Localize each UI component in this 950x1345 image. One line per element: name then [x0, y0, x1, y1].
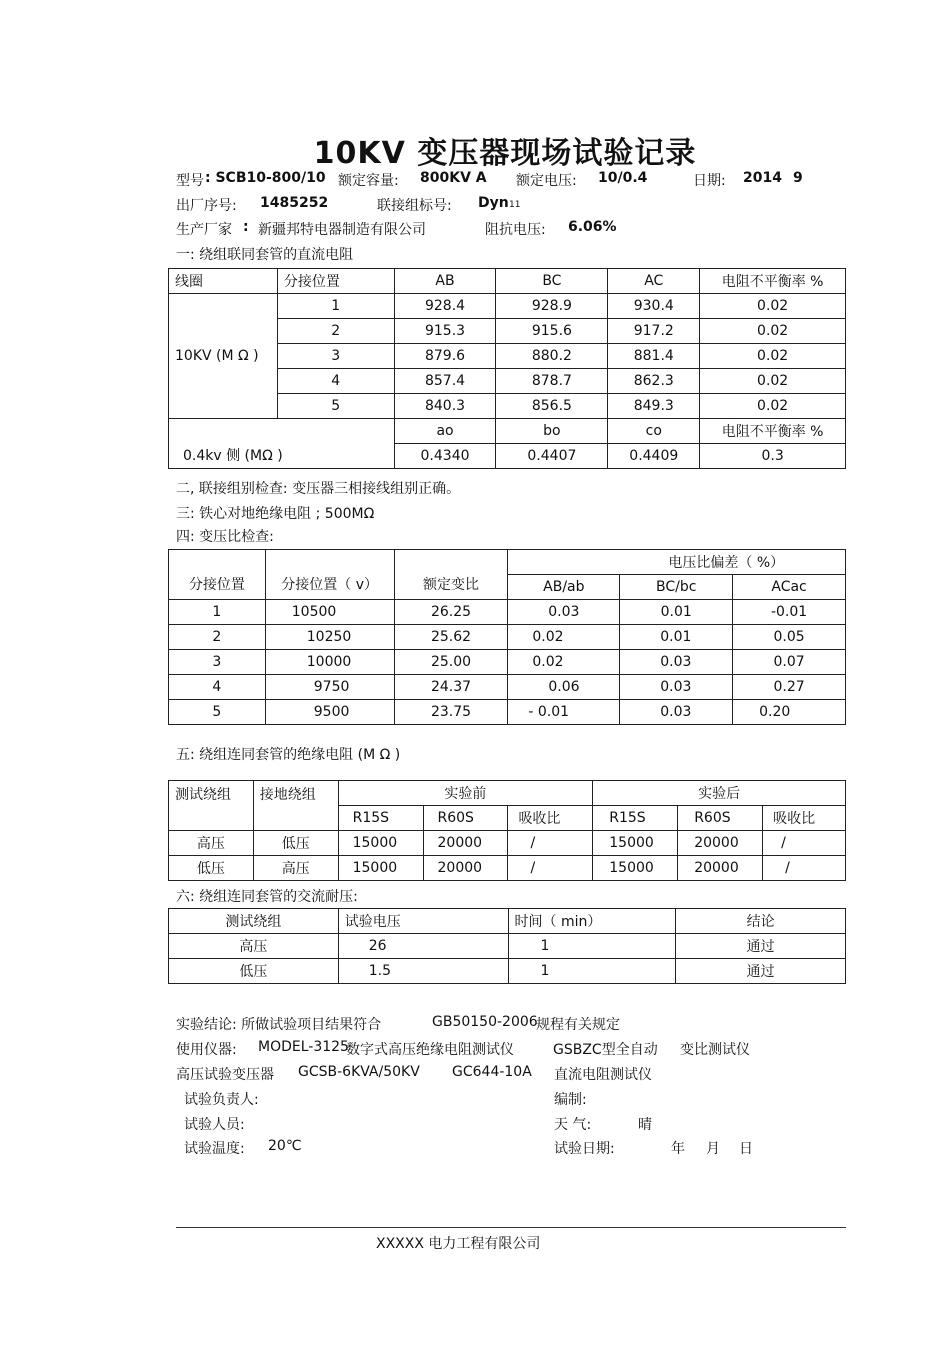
cell: 低压: [253, 831, 338, 856]
cell: 0.03: [620, 650, 733, 675]
cell: 1: [277, 294, 394, 319]
weather-label: 天 气:: [554, 1117, 592, 1133]
cell: 0.07: [733, 650, 846, 675]
cell: 1: [508, 934, 676, 959]
cell: 26.25: [394, 600, 508, 625]
cell: 0.02: [700, 394, 846, 419]
cell: 9500: [265, 700, 394, 725]
cell: 15000: [338, 831, 423, 856]
instrument-4-desc: 直流电阻测试仪: [554, 1067, 652, 1083]
serial-value: 1485252: [260, 195, 329, 211]
header-r15s-after: R15S: [593, 806, 678, 831]
cell: 0.06: [508, 675, 620, 700]
cell: 5: [277, 394, 394, 419]
cell: 低压: [169, 959, 339, 984]
cell: 879.6: [394, 344, 496, 369]
table-row: [169, 934, 846, 959]
cell: /: [763, 856, 846, 881]
dc-resistance-table: [168, 268, 846, 469]
cell: /: [508, 856, 593, 881]
cell: 15000: [338, 856, 423, 881]
cell: 1.5: [338, 959, 508, 984]
cell: 0.02: [508, 625, 620, 650]
cell: 4: [277, 369, 394, 394]
lv-header-co: co: [608, 419, 700, 444]
cell: 0.4407: [496, 444, 608, 469]
cell: 878.7: [496, 369, 608, 394]
cell: 25.00: [394, 650, 508, 675]
header-test-winding: 测试绕组: [169, 909, 339, 934]
date-label: 日期:: [693, 173, 726, 189]
cell: 928.4: [394, 294, 496, 319]
instrument-2-desc: 变比测试仪: [680, 1042, 750, 1058]
table-row: [169, 700, 846, 725]
table-row: [169, 675, 846, 700]
header-r15s-before: R15S: [338, 806, 423, 831]
cell: 881.4: [608, 344, 700, 369]
cell: 0.01: [620, 625, 733, 650]
group-label: 联接组标号:: [377, 198, 452, 214]
header-bc: BC: [496, 269, 608, 294]
cell: 930.4: [608, 294, 700, 319]
group-value: Dyn: [478, 195, 509, 211]
conclusion-standard: GB50150-2006: [432, 1014, 538, 1030]
cell: 通过: [676, 959, 846, 984]
table-row: [169, 294, 846, 319]
voltage-label: 额定电压:: [516, 173, 577, 189]
cell: 917.2: [608, 319, 700, 344]
cell: 915.3: [394, 319, 496, 344]
cell: 880.2: [496, 344, 608, 369]
header-ground-winding: 接地绕组: [253, 781, 338, 831]
section1-heading: 一: 绕组联同套管的直流电阻: [176, 247, 354, 263]
section4-heading: 四: 变压比检查:: [176, 529, 274, 545]
cell: 0.02: [508, 650, 620, 675]
header-r60s-before: R60S: [423, 806, 508, 831]
cell: 0.27: [733, 675, 846, 700]
cell: 23.75: [394, 700, 508, 725]
page-title: 10KV 变压器现场试验记录: [313, 136, 697, 171]
cell: 10250: [265, 625, 394, 650]
test-staff-label: 试验人员:: [184, 1117, 245, 1133]
instruments-label: 使用仪器:: [176, 1042, 237, 1058]
header-tap: 分接位置: [277, 269, 394, 294]
cell: 0.3: [700, 444, 846, 469]
cell: 915.6: [496, 319, 608, 344]
header-test-voltage: 试验电压: [338, 909, 508, 934]
lv-header-bo: bo: [496, 419, 608, 444]
cell: 4: [169, 675, 266, 700]
header-r60s-after: R60S: [678, 806, 763, 831]
cell: 840.3: [394, 394, 496, 419]
cell: 849.3: [608, 394, 700, 419]
cell: 20000: [678, 856, 763, 881]
insulation-table: [168, 780, 846, 881]
lv-header-imbalance: 电阻不平衡率 %: [700, 419, 846, 444]
cell: 26: [338, 934, 508, 959]
header-tap: 分接位置: [169, 550, 266, 600]
cell: 通过: [676, 934, 846, 959]
test-date-day: 日: [739, 1141, 753, 1157]
maker-value: 新疆邦特电器制造有限公司: [258, 222, 426, 238]
temperature-value: 20℃: [268, 1138, 302, 1154]
maker-label: 生产厂家: [176, 222, 232, 238]
instrument-1-desc: 数字式高压绝缘电阻测试仪: [346, 1042, 514, 1058]
cell: 0.03: [620, 675, 733, 700]
test-leader-label: 试验负责人:: [184, 1092, 259, 1108]
cell: 20000: [423, 856, 508, 881]
cell: 0.03: [620, 700, 733, 725]
impedance-label: 阻抗电压:: [485, 222, 546, 238]
cell: /: [508, 831, 593, 856]
table-row: [169, 600, 846, 625]
cell: 0.02: [700, 369, 846, 394]
cell: 低压: [169, 856, 254, 881]
cell: 5: [169, 700, 266, 725]
footer-company: XXXXX 电力工程有限公司: [376, 1236, 541, 1252]
table-row: [169, 419, 846, 444]
cell: 0.02: [700, 344, 846, 369]
table-header-row: [169, 269, 846, 294]
cell: 857.4: [394, 369, 496, 394]
header-coil: 线圈: [169, 269, 278, 294]
table-row: [169, 959, 846, 984]
table-row: [169, 831, 846, 856]
table-row: [169, 856, 846, 881]
test-date-month: 月: [706, 1141, 720, 1157]
capacity-label: 额定容量:: [338, 173, 399, 189]
ac-withstand-table: [168, 908, 846, 984]
cell: 0.01: [620, 600, 733, 625]
section3-text: 三: 铁心对地绝缘电阻 ; 500MΩ: [176, 506, 375, 522]
header-deviation: 电压比偏差（ %）: [508, 550, 846, 575]
header-result: 结论: [676, 909, 846, 934]
header-ab: AB: [394, 269, 496, 294]
footer-divider: [176, 1227, 846, 1228]
cell: 高压: [169, 831, 254, 856]
capacity-value: 800KV A: [420, 170, 487, 186]
conclusion-label: 实验结论: 所做试验项目结果符合: [176, 1017, 382, 1033]
header-ac-ac: ACac: [733, 575, 846, 600]
date-year: 2014: [743, 170, 782, 186]
header-absorption-after: 吸收比: [763, 806, 846, 831]
cell: -0.01: [733, 600, 846, 625]
cell: 856.5: [496, 394, 608, 419]
cell: 0.4340: [394, 444, 496, 469]
cell: 1: [508, 959, 676, 984]
test-date-label: 试验日期:: [554, 1141, 615, 1157]
weather-value: 晴: [638, 1117, 652, 1133]
maker-colon: :: [243, 219, 249, 235]
table-row: [169, 650, 846, 675]
cell: 0.02: [700, 294, 846, 319]
cell: 9750: [265, 675, 394, 700]
conclusion-tail: 规程有关规定: [536, 1017, 620, 1033]
instrument-2: GSBZC型全自动: [553, 1042, 658, 1058]
header-after: 实验后: [593, 781, 846, 806]
ratio-table: [168, 549, 846, 725]
cell: 0.05: [733, 625, 846, 650]
cell: 0.02: [700, 319, 846, 344]
cell: /: [763, 831, 846, 856]
impedance-value: 6.06%: [568, 219, 617, 235]
header-imbalance: 电阻不平衡率 %: [700, 269, 846, 294]
header-time: 时间（ min）: [508, 909, 676, 934]
model-value: : SCB10-800/10: [205, 170, 326, 186]
header-tap-voltage: 分接位置（ v）: [265, 550, 394, 600]
cell: 0.4409: [608, 444, 700, 469]
voltage-value: 10/0.4: [598, 170, 648, 186]
cell: 10000: [265, 650, 394, 675]
section2-text: 二, 联接组别检查: 变压器三相接线组别正确。: [176, 481, 461, 497]
hv-coil-label: 10KV (M Ω ): [169, 294, 278, 419]
cell: 20000: [423, 831, 508, 856]
temperature-label: 试验温度:: [184, 1141, 245, 1157]
table-header-row: [169, 781, 846, 806]
cell: 15000: [593, 856, 678, 881]
cell: 928.9: [496, 294, 608, 319]
model-label: 型号: [176, 173, 204, 189]
cell: 15000: [593, 831, 678, 856]
header-test-winding: 测试绕组: [169, 781, 254, 831]
cell: 20000: [678, 831, 763, 856]
cell: 3: [277, 344, 394, 369]
instrument-4: GC644-10A: [452, 1064, 532, 1080]
header-rated-ratio: 额定变比: [394, 550, 508, 600]
serial-label: 出厂序号:: [176, 198, 237, 214]
cell: 2: [277, 319, 394, 344]
group-subscript: 11: [509, 200, 521, 210]
section5-heading: 五: 绕组连同套管的绝缘电阻 (M Ω ): [176, 747, 401, 763]
header-ac: AC: [608, 269, 700, 294]
table-row: [169, 625, 846, 650]
header-before: 实验前: [338, 781, 593, 806]
lv-coil-label: 0.4kv 侧 (MΩ ): [169, 419, 395, 469]
cell: 高压: [169, 934, 339, 959]
instrument-3-model: GCSB-6KVA/50KV: [298, 1064, 420, 1080]
lv-header-ao: ao: [394, 419, 496, 444]
header-bc-bc: BC/bc: [620, 575, 733, 600]
header-absorption-before: 吸收比: [508, 806, 593, 831]
table-header-row: [169, 909, 846, 934]
instrument-1: MODEL-3125: [258, 1039, 349, 1055]
cell: 1: [169, 600, 266, 625]
cell: 2: [169, 625, 266, 650]
section6-heading: 六: 绕组连同套管的交流耐压:: [176, 889, 358, 905]
instrument-3: 高压试验变压器: [176, 1067, 274, 1083]
header-ab-ab: AB/ab: [508, 575, 620, 600]
cell: 862.3: [608, 369, 700, 394]
cell: 24.37: [394, 675, 508, 700]
table-header-row: [169, 550, 846, 575]
date-month: 9: [793, 170, 803, 186]
cell: 高压: [253, 856, 338, 881]
cell: - 0.01: [508, 700, 620, 725]
editor-label: 编制:: [554, 1092, 587, 1108]
test-date-year: 年: [671, 1141, 685, 1157]
cell: 25.62: [394, 625, 508, 650]
cell: 10500: [265, 600, 394, 625]
cell: 3: [169, 650, 266, 675]
cell: 0.20: [733, 700, 846, 725]
cell: 0.03: [508, 600, 620, 625]
